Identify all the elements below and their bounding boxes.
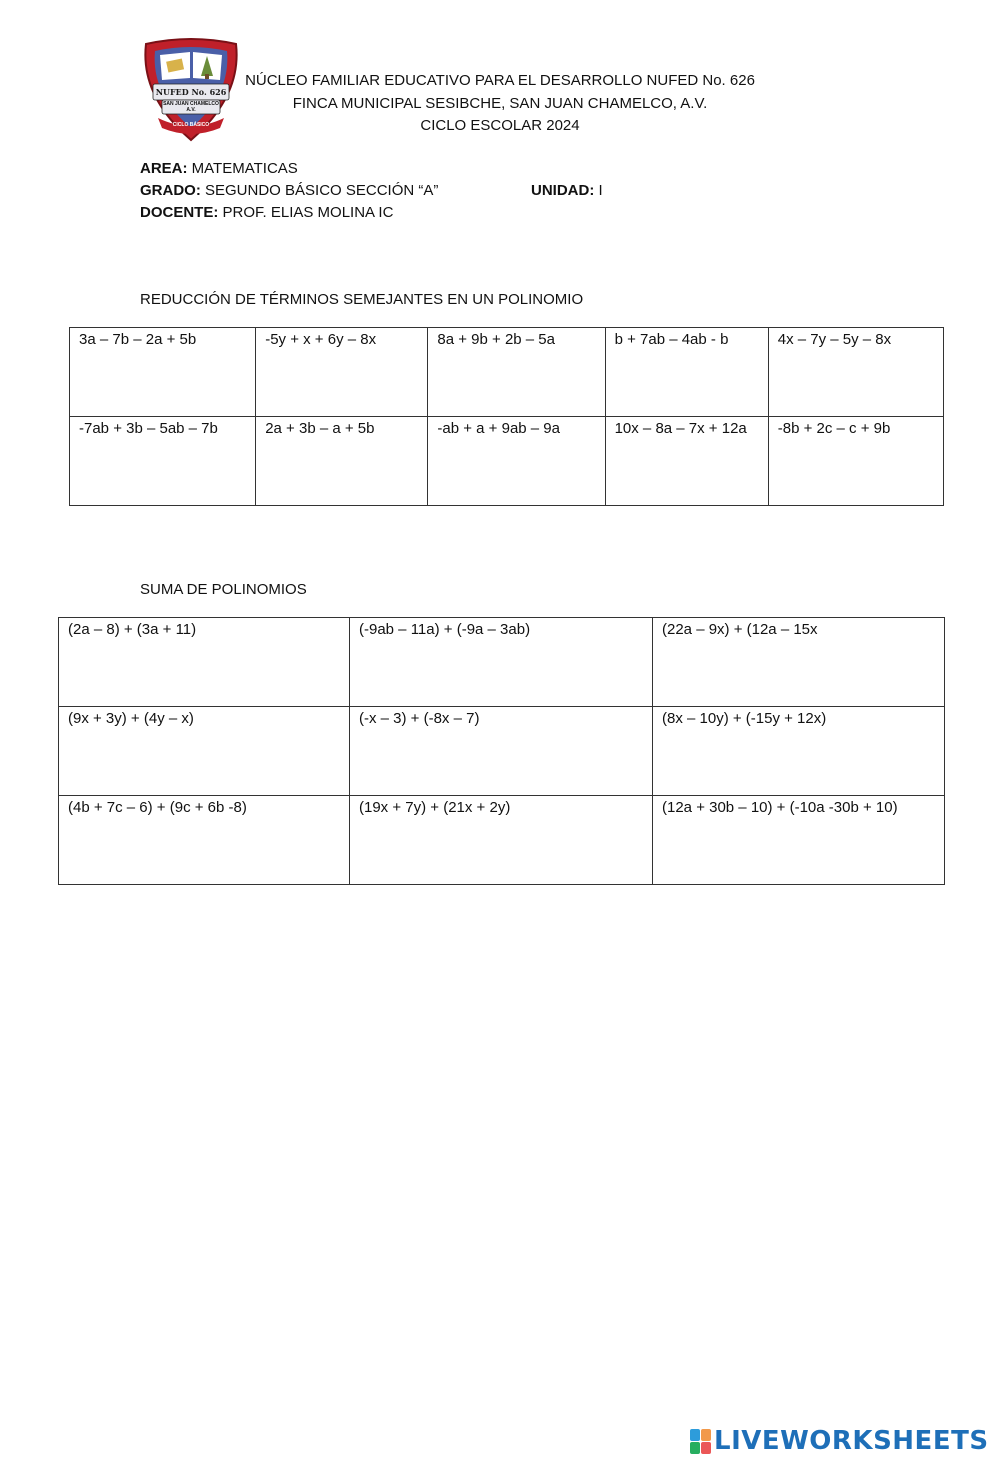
course-info <box>140 158 603 224</box>
section-title-suma: SUMA DE POLINOMIOS <box>140 581 307 598</box>
exercise-cell: -8b + 2c – c + 9b <box>768 417 943 506</box>
docente-row <box>140 202 438 224</box>
logo-square <box>701 1442 711 1454</box>
table-row <box>59 618 945 707</box>
area-row <box>140 158 438 180</box>
logo-square <box>690 1442 700 1454</box>
exercise-cell: (12a + 30b – 10) + (-10a -30b + 10) <box>653 796 945 885</box>
exercise-cell: 8a + 9b + 2b – 5a <box>428 328 605 417</box>
exercise-cell: b + 7ab – 4ab - b <box>605 328 768 417</box>
exercise-cell: (19x + 7y) + (21x + 2y) <box>350 796 653 885</box>
school-year-line: CICLO ESCOLAR 2024 <box>420 117 580 134</box>
exercise-cell: 4x – 7y – 5y – 8x <box>768 328 943 417</box>
unidad-value: I <box>598 182 603 199</box>
table-row <box>70 417 944 506</box>
logo-square <box>690 1429 700 1441</box>
exercise-cell: 3a – 7b – 2a + 5b <box>70 328 256 417</box>
exercise-cell: (-9ab – 11a) + (-9a – 3ab) <box>350 618 653 707</box>
exercise-cell: (4b + 7c – 6) + (9c + 6b -8) <box>59 796 350 885</box>
area-value: MATEMATICAS <box>191 160 298 177</box>
table-row <box>70 328 944 417</box>
logo-square <box>701 1429 711 1441</box>
crest-mid-text: SAN JUAN CHAMELCO A.V. <box>163 101 219 113</box>
grado-label: GRADO: <box>140 182 201 199</box>
exercise-cell: 10x – 8a – 7x + 12a <box>605 417 768 506</box>
grado-value: SEGUNDO BÁSICO SECCIÓN “A” <box>205 182 439 199</box>
liveworksheets-watermark <box>690 1426 989 1456</box>
school-address-line: FINCA MUNICIPAL SESIBCHE, SAN JUAN CHAMELCO, A.V. <box>292 94 708 112</box>
liveworksheets-brand-text: LIVEWORKSHEETS <box>714 1426 989 1456</box>
school-name-line: NÚCLEO FAMILIAR EDUCATIVO PARA EL DESARROLLO NUFED No. 626 <box>245 72 755 89</box>
exercise-cell: -5y + x + 6y – 8x <box>256 328 428 417</box>
crest-top-text: NUFED No. 626 <box>155 87 227 97</box>
exercise-cell: (22a – 9x) + (12a – 15x <box>653 618 945 707</box>
table-row <box>59 707 945 796</box>
exercise-cell: (9x + 3y) + (4y – x) <box>59 707 350 796</box>
exercise-cell: -7ab + 3b – 5ab – 7b <box>70 417 256 506</box>
unidad-label: UNIDAD: <box>531 182 595 199</box>
exercise-cell: (8x – 10y) + (-15y + 12x) <box>653 707 945 796</box>
table-row <box>59 796 945 885</box>
docente-value: PROF. ELIAS MOLINA IC <box>222 204 394 221</box>
unidad-field <box>531 180 603 202</box>
area-label: AREA: <box>140 160 188 177</box>
exercise-cell: 2a + 3b – a + 5b <box>256 417 428 506</box>
suma-table <box>58 617 945 885</box>
exercise-cell: (-x – 3) + (-8x – 7) <box>350 707 653 796</box>
school-crest-logo <box>138 36 244 144</box>
docente-label: DOCENTE: <box>140 204 219 221</box>
reduccion-table <box>69 327 944 506</box>
exercise-cell: -ab + a + 9ab – 9a <box>428 417 605 506</box>
exercise-cell: (2a – 8) + (3a + 11) <box>59 618 350 707</box>
grado-row <box>140 180 603 202</box>
liveworksheets-logo-icon <box>690 1429 711 1454</box>
crest-bottom-text: CICLO BÁSICO <box>172 122 210 128</box>
school-header <box>244 70 756 138</box>
section-title-reduccion: REDUCCIÓN DE TÉRMINOS SEMEJANTES EN UN POLINOMIO <box>140 291 584 308</box>
